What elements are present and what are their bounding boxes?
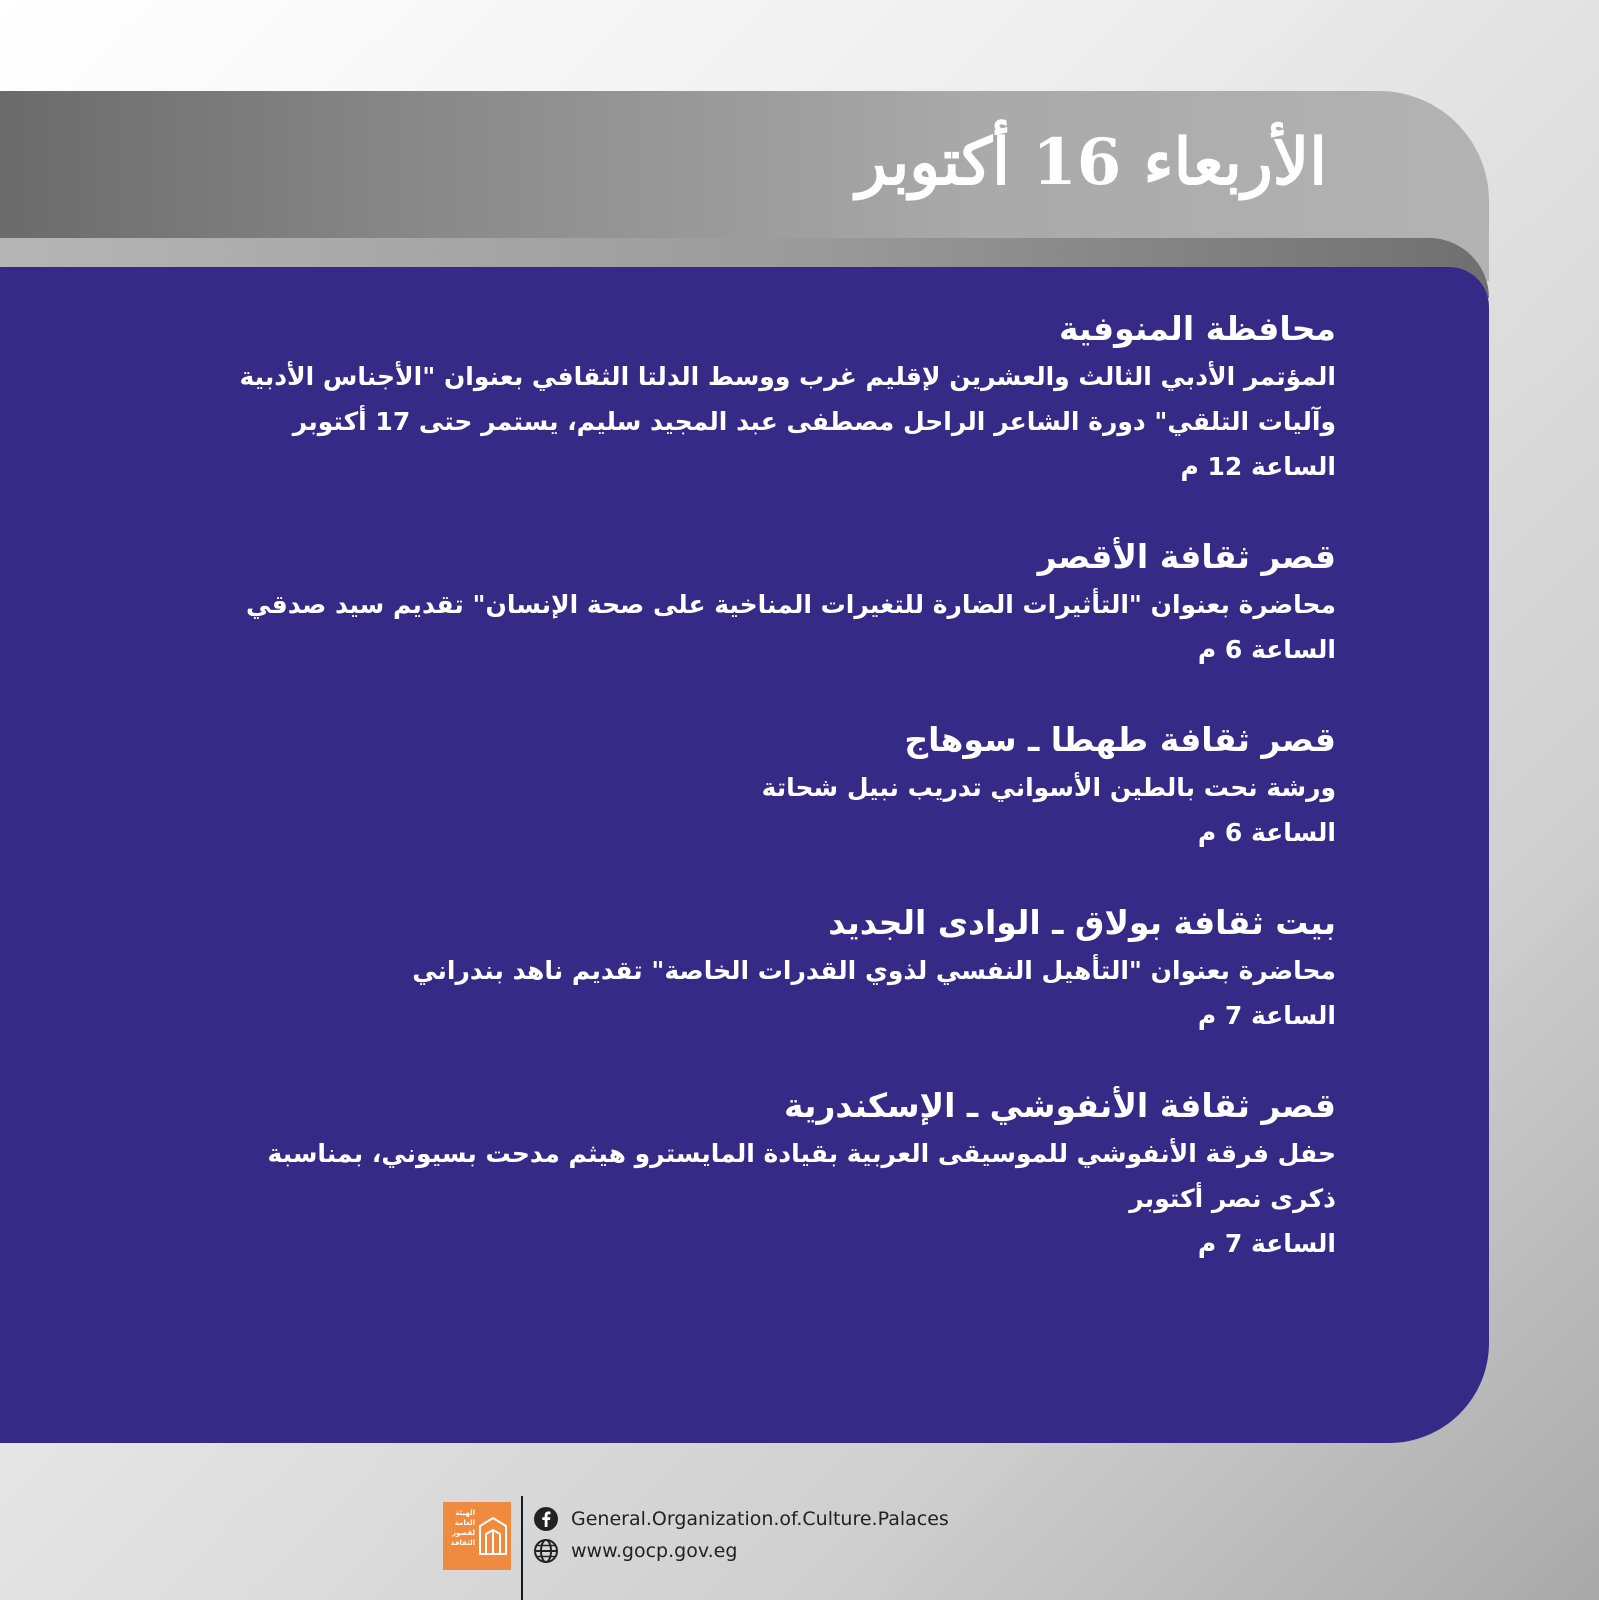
event-description: ورشة نحت بالطين الأسواني تدريب نبيل شحاتة <box>761 773 1336 802</box>
footer-divider <box>521 1496 523 1600</box>
event-description: محاضرة بعنوان "التأثيرات الضارة للتغيرات المناخية على صحة الإنسان" تقديم سيد صدقي <box>246 590 1336 619</box>
event-description: حفل فرقة الأنفوشي للموسيقى العربية بقيادة المايسترو هيثم مدحت بسيوني، بمناسبة ذكرى نصر أكتوبر <box>267 1139 1336 1213</box>
event-item <box>236 532 1336 672</box>
facebook-row[interactable] <box>533 1504 949 1534</box>
event-description: محاضرة بعنوان "التأهيل النفسي لذوي القدرات الخاصة" تقديم ناهد بندراني <box>412 956 1336 985</box>
event-item <box>236 304 1336 489</box>
org-logo-text: الهيئة العامة لقصور الثقافة <box>450 1509 475 1547</box>
facebook-page-label: General.Organization.of.Culture.Palaces <box>571 1508 949 1530</box>
event-venue: بيت ثقافة بولاق ـ الوادى الجديد <box>828 903 1336 942</box>
event-time: الساعة 6 م <box>1197 818 1336 847</box>
event-venue: قصر ثقافة الأنفوشي ـ الإسكندرية <box>783 1086 1336 1125</box>
footer <box>443 1496 1163 1600</box>
org-logo <box>443 1502 511 1570</box>
event-time: الساعة 6 م <box>1197 635 1336 664</box>
page-title: الأربعاء 16 أكتوبر <box>856 125 1327 200</box>
event-item <box>236 1081 1336 1266</box>
event-venue: محافظة المنوفية <box>1059 309 1336 348</box>
event-item <box>236 715 1336 855</box>
event-time: الساعة 7 م <box>1197 1001 1336 1030</box>
event-venue: قصر ثقافة طهطا ـ سوهاج <box>904 720 1336 759</box>
event-item <box>236 898 1336 1038</box>
website-row[interactable] <box>533 1536 737 1566</box>
facebook-icon <box>533 1506 559 1532</box>
events-list <box>236 304 1336 1309</box>
event-time: الساعة 12 م <box>1180 452 1336 481</box>
globe-icon <box>533 1538 559 1564</box>
event-time: الساعة 7 م <box>1197 1229 1336 1258</box>
event-venue: قصر ثقافة الأقصر <box>1037 537 1336 576</box>
event-description: المؤتمر الأدبي الثالث والعشرين لإقليم غرب ووسط الدلتا الثقافي بعنوان "الأجناس الأدبية وآليات التلقي" دورة الشاعر الراحل مصطفى عبد المجيد سليم، يستمر حتى 17 أكتوبر <box>239 362 1336 436</box>
website-label: www.gocp.gov.eg <box>571 1540 738 1562</box>
palace-icon <box>478 1514 508 1556</box>
